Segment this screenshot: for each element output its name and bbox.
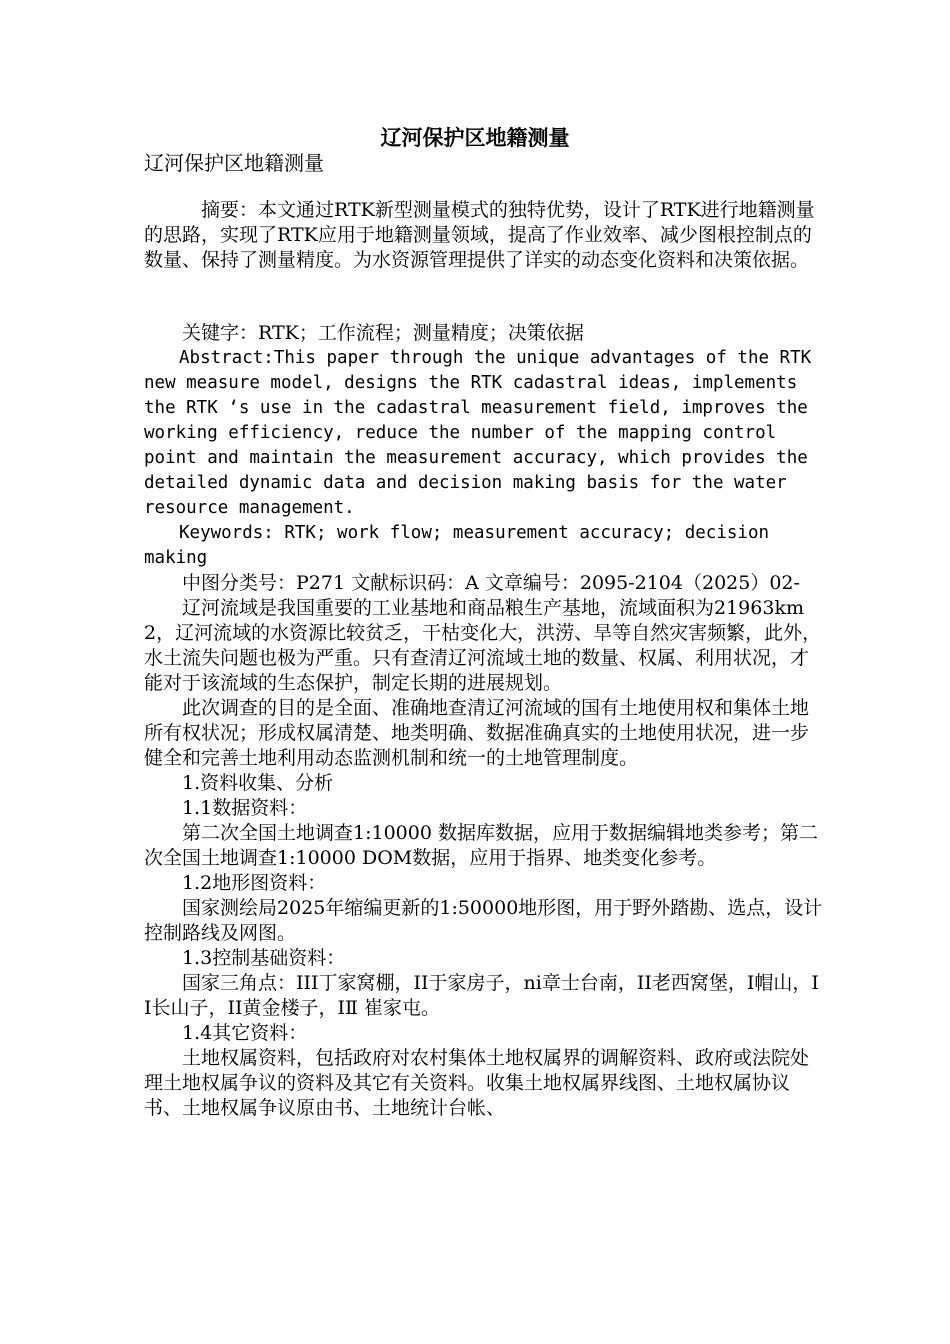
body-paragraph: 第二次全国土地调查1:10000 数据库数据，应用于数据编辑地类参考；第二次全国土地调查1:10000 DOM数据，应用于指界、地类变化参考。 (144, 822, 818, 869)
body-paragraph: 此次调查的目的是全面、准确地查清辽河流域的国有土地使用权和集体土地所有权状况；形成权属清楚、地类明确、数据准确真实的土地使用状况，进一步健全和完善土地利用动态监测机制和统一的土地管理制度。 (144, 697, 810, 769)
body-paragraph: 国家三角点：III丁家窝棚，II于家房子，ni章士台南，II老西窝堡，I帽山，II长山子，II黄金楼子，IⅡ 崔家屯。 (144, 972, 819, 1019)
abstract-paragraph: 摘要：本文通过RTK新型测量模式的独特优势，设计了RTK进行地籍测量的思路，实现了RTK应用于地籍测量领域，提高了作业效率、减少图根控制点的数量、保持了测量精度。为水资源管理提供了详实的动态变化资料和决策依据。 (144, 199, 815, 271)
body-paragraph: Abstract:This paper through the unique advantages of the RTK new measure model, designs the RTK cadastral ideas, implements the RTK ‘s use in the cadastral measurement field, improves the working efficiency, reduce the number of the mapping control point and maintain the measurement accuracy, which provides the detailed dynamic data and decision making basis for the water resource management. (144, 348, 812, 518)
body-paragraph: Keywords: RTK; work flow; measurement accuracy; decision making (144, 523, 770, 568)
body-paragraph: 1.资料收集、分析 (182, 772, 334, 794)
body-paragraph: 辽河流域是我国重要的工业基地和商品粮生产基地，流域面积为21963km2，辽河流域的水资源比较贫乏，干枯变化大，洪涝、旱等自然灾害频繁，此外，水土流失问题也极为严重。只有查清辽河流域土地的数量、权属、利用状况，才能对于该流域的生态保护，制定长期的进展规划。 (144, 597, 822, 694)
body-paragraph: 国家测绘局2025年缩编更新的1:50000地形图，用于野外踏勘、选点，设计控制路线及网图。 (144, 897, 823, 944)
document-body (144, 321, 824, 1121)
body-paragraph: 1.2地形图资料： (182, 872, 327, 894)
document-subtitle: 辽河保护区地籍测量 (144, 151, 324, 175)
body-paragraph: 中图分类号：P271 文献标识码：A 文章编号：2095-2104（2025）02- (182, 572, 800, 594)
document-title: 辽河保护区地籍测量 (380, 125, 570, 150)
abstract-section (144, 198, 824, 273)
body-paragraph: 关键字：RTK；工作流程；测量精度；决策依据 (182, 322, 584, 344)
body-paragraph: 1.4其它资料： (182, 1022, 308, 1044)
body-paragraph: 1.3控制基础资料： (182, 947, 346, 969)
body-paragraph: 1.1数据资料： (182, 797, 308, 819)
body-paragraph: 土地权属资料，包括政府对农村集体土地权属界的调解资料、政府或法院处理土地权属争议的资料及其它有关资料。收集土地权属界线图、土地权属协议书、土地权属争议原由书、土地统计台帐、 (144, 1047, 810, 1119)
